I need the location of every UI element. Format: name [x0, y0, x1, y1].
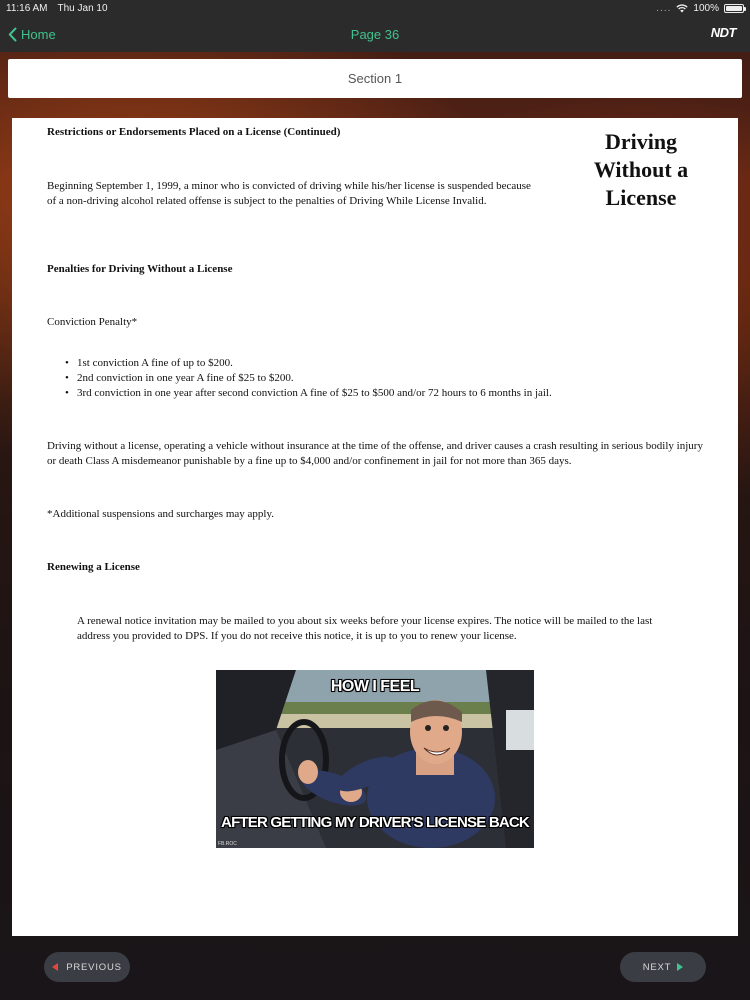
- page-content: [12, 118, 738, 936]
- section-header: [8, 59, 742, 98]
- chevron-left-icon: [8, 27, 17, 42]
- status-bar: [0, 0, 750, 16]
- paragraph-additional: *Additional suspensions and surcharges may apply.: [47, 508, 274, 520]
- heading-renewing: Renewing a License: [47, 561, 140, 573]
- battery-fill: [726, 6, 742, 11]
- meme-image: [216, 670, 534, 848]
- section-title: Section 1: [347, 71, 403, 86]
- status-right: [656, 3, 744, 14]
- list-item: • 2nd conviction in one year A fine of $25 to $200.: [77, 371, 552, 386]
- side-title-line-3: License: [605, 185, 677, 210]
- app-logo: NDT: [710, 25, 736, 40]
- previous-label: PREVIOUS: [66, 961, 122, 973]
- battery-icon: [724, 4, 744, 13]
- conviction-penalty-label: Conviction Penalty*: [47, 316, 138, 328]
- navigation-bar: [0, 16, 750, 52]
- conviction-list: [77, 356, 552, 401]
- next-label: NEXT: [642, 961, 672, 973]
- page-title: Page 36: [350, 26, 400, 42]
- heading-penalties: Penalties for Driving Without a License: [47, 263, 233, 275]
- paragraph-minor-conviction: Beginning September 1, 1999, a minor who is convicted of driving while his/her license is suspended because of a non-driving alcohol related offense is subject to the penalties of Driving While License Invalid.: [47, 180, 531, 207]
- battery-percent: 100%: [693, 2, 719, 14]
- status-date: Thu Jan 10: [57, 2, 108, 14]
- heading-restrictions: Restrictions or Endorsements Placed on a License (Continued): [47, 126, 341, 138]
- wifi-icon: [676, 4, 688, 13]
- signal-indicator: ....: [656, 2, 672, 14]
- side-title-line-1: Driving: [604, 129, 678, 154]
- paragraph-class-a: Driving without a license, operating a vehicle without insurance at the time of the offense, and driver causes a crash resulting in serious bodily injury or death Class A misdemeanor punishable by a fine up to $4,000 and/or confinement in jail for not more than 365 days.: [47, 440, 703, 467]
- meme-bottom-text: AFTER GETTING MY DRIVER'S LICENSE BACK: [221, 814, 529, 831]
- meme-tag: FB.ROC: [218, 841, 237, 847]
- triangle-right-icon: [677, 963, 683, 971]
- side-title-line-2: Without a: [593, 157, 689, 182]
- list-item: • 3rd conviction in one year after second conviction A fine of $25 to $500 and/or 72 hours to 6 months in jail.: [77, 386, 552, 401]
- home-back-label: Home: [21, 26, 56, 42]
- side-title: [576, 128, 706, 212]
- paragraph-renewal: A renewal notice invitation may be mailed to you about six weeks before your license expires. The notice will be mailed to the last address you provided to DPS. If you do not receive this notice, it is up to you to renew your license.: [77, 615, 653, 642]
- list-item: • 1st conviction A fine of up to $200.: [77, 356, 552, 371]
- previous-button[interactable]: [44, 952, 130, 982]
- next-button[interactable]: [620, 952, 706, 982]
- status-time: 11:16 AM: [6, 2, 48, 14]
- triangle-left-icon: [52, 963, 58, 971]
- meme-top-text: HOW I FEEL: [330, 678, 420, 695]
- home-back-button[interactable]: [0, 27, 56, 42]
